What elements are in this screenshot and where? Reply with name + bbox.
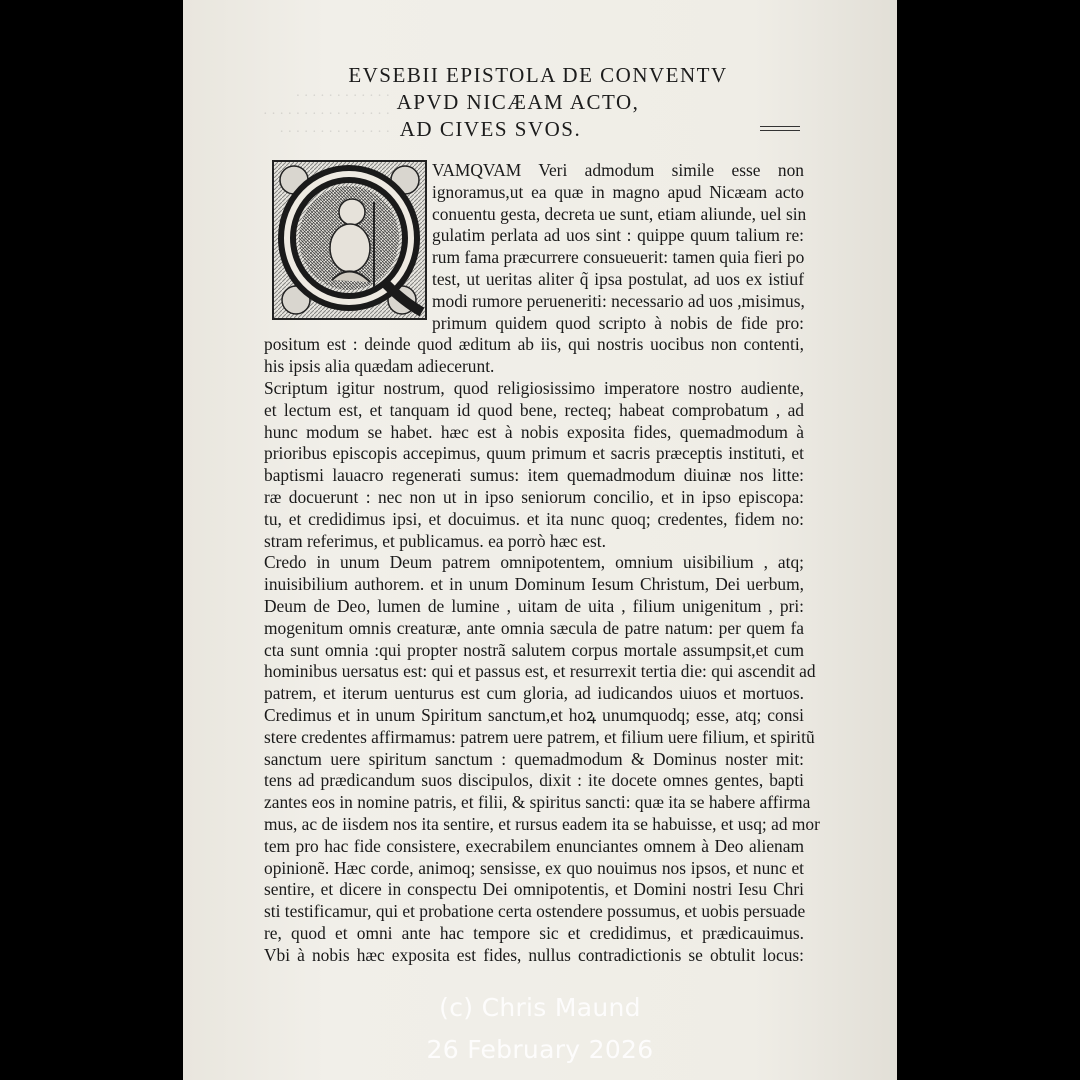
bleed-through-text: · · · · · · · · · · · · · · · · · · · · · · · · · · · · · · · · · · · · · · · · · · — [263, 89, 391, 140]
text-line: Credimus et in unum Spiritum sanctum,et hoꝝ unumquodq; esse, atq; consi — [264, 704, 804, 725]
latin-text-body — [264, 160, 820, 966]
text-line: zantes eos in nomine patris, et filii, & spiritus sancti: quæ ita se habere affirma — [264, 792, 811, 813]
page-heading — [258, 62, 818, 143]
text-line: mogenitum omnis creaturæ, ante omnia sæcula de patre natum: per quem fa — [264, 617, 804, 638]
text-line: ignoramus,ut ea quæ in magno apud Nicæam acto — [432, 181, 804, 202]
watermark-date: 26 February 2026 — [426, 1035, 654, 1064]
text-line: Credo in unum Deum patrem omnipotentem, omnium uisibilium , atq; — [264, 552, 804, 573]
text-line: rum fama præcurrere consueuerit: tamen quia fieri po — [432, 247, 805, 268]
text-line: opinionẽ. Hæc corde, animoq; sensisse, ex quo nouimus nos ipsos, et nunc et — [264, 857, 804, 878]
heading-line: APVD NICÆAM ACTO, — [396, 90, 640, 114]
text-line: re, quod et omni ante hac tempore sic et credidimus, et prædicauimus. — [264, 922, 804, 943]
text-line: Vbi à nobis hæc exposita est fides, nullus contradictionis se obtulit locus: — [264, 944, 804, 965]
heading-line: EVSEBII EPISTOLA DE CONVENTV — [348, 63, 728, 87]
text-line: tens ad prædicandum suos discipulos, dixit : ite docete omnes gentes, bapti — [264, 770, 804, 791]
text-line: tu, et credidimus ipsi, et docuimus. et ita nunc quoq; credentes, fidem no: — [264, 508, 804, 529]
text-line: ræ docuerunt : nec non ut in ipso seniorum concilio, et in ipso episcopa: — [264, 486, 804, 507]
text-line: sti testificamur, qui et probatione certa ostendere possumus, et uobis persuade — [264, 901, 806, 922]
text-line: primum quidem quod scripto à nobis de fide pro: — [432, 312, 804, 333]
text-line: tem pro hac fide consistere, execrabilem enunciantes omnem à Deo alienam — [264, 835, 804, 856]
text-line: mus, ac de iisdem nos ita sentire, et rursus eadem ita se habuisse, et usq; ad mor — [264, 813, 820, 834]
text-line: test, ut ueritas aliter q̃ ipsa postulat, ad uos ex istiuf — [432, 268, 804, 289]
heading-line: AD CIVES SVOS. — [399, 117, 582, 141]
ornamental-rule — [760, 126, 800, 131]
text-line: inuisibilium authorem. et in unum Dominum Iesum Christum, Dei uerbum, — [264, 574, 804, 595]
text-line: sanctum uere spiritum sanctum : quemadmodum & Dominus noster mit: — [264, 748, 804, 769]
text-line: modi rumore perueneriti: necessario ad uos ,misimus, — [432, 290, 805, 311]
text-line: stere credentes affirmamus: patrem uere patrem, et filium uere filium, et spiritũ — [264, 726, 815, 747]
text-line: cta sunt omnia :qui propter nostrã salutem corpus mortale assumpsit,et cum — [264, 639, 804, 660]
text-line: gulatim perlata ad uos sint : quippe quum talium re: — [432, 225, 804, 246]
text-line: stram referimus, et publicamus. ea porrò hæc est. — [264, 530, 606, 551]
text-line: et lectum est, et tanquam id quod bene, recteq; habeat comprobatum , ad — [264, 399, 804, 420]
text-line: patrem, et iterum uenturus est cum gloria, ad iudicandos uiuos et mortuos. — [264, 683, 804, 704]
text-line: prioribus episcopis accepimus, quum primum et sacris præceptis instituti, et — [264, 443, 804, 464]
text-line: his ipsis alia quædam adiecerunt. — [264, 356, 495, 377]
watermark-owner: (c) Chris Maund — [439, 993, 641, 1022]
text-line: hominibus uersatus est: qui et passus est, et resurrexit tertia die: qui ascendit ad — [264, 661, 816, 682]
text-line: conuentu gesta, decreta ue sunt, etiam aliunde, uel sin — [432, 203, 807, 224]
text-line: baptismi lauacro regenerati sumus: item quemadmodum diuinæ nos litte: — [264, 465, 804, 486]
text-line: positum est : deinde quod æditum ab iis, qui nostris uocibus non contenti, — [264, 334, 804, 355]
text-line: hunc modum se habet. hæc est à nobis exposita fides, quemadmodum à — [264, 421, 804, 442]
text-line: Scriptum igitur nostrum, quod religiosissimo imperatore nostro audiente, — [264, 377, 804, 398]
text-line: Deum de Deo, lumen de lumine , uitam de uita , filium unigenitum , pri: — [264, 595, 804, 616]
text-line: sentire, et dicere in conspectu Dei omnipotentis, et Domini nostri Iesu Chri — [264, 879, 804, 900]
text-line: VAMQVAM Veri admodum simile esse non — [432, 160, 804, 180]
